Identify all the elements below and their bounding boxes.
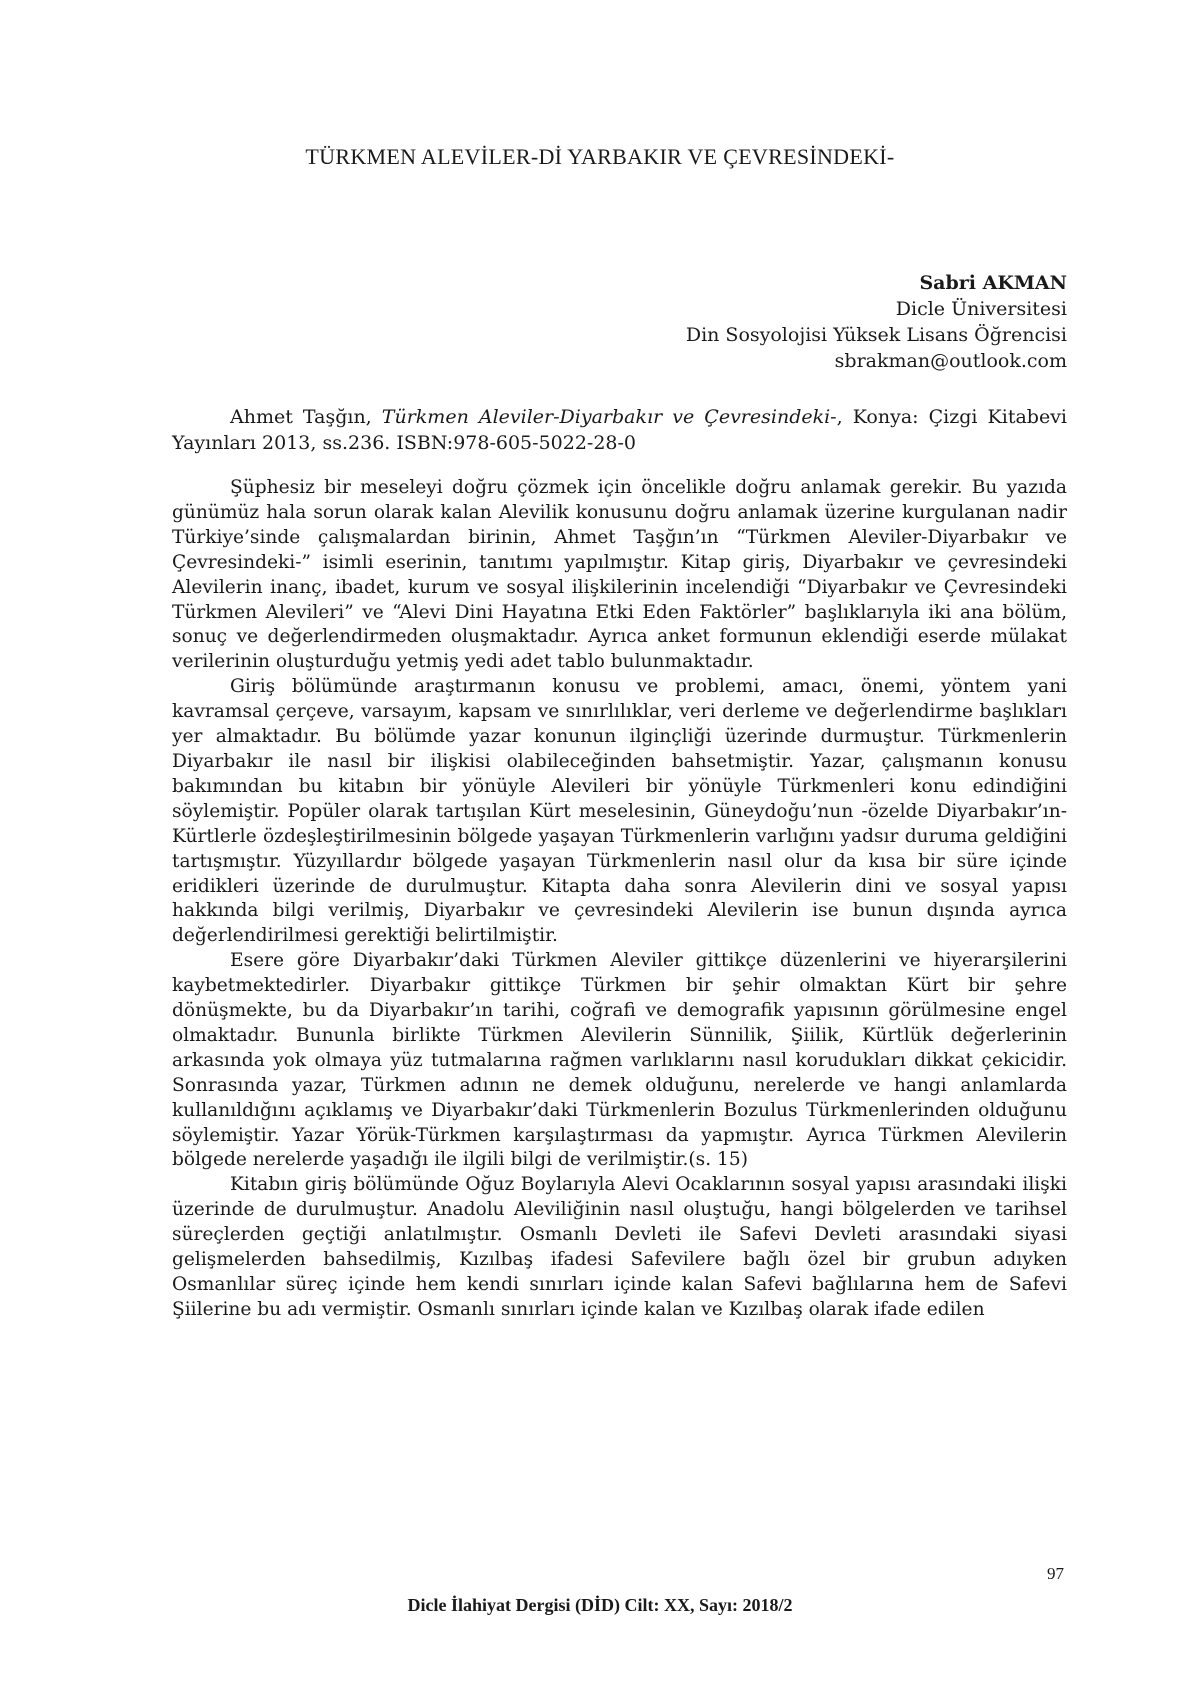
book-details: , Konya: Çizgi Kitabevi Yayınları 2013, ss.236. ISBN:978-605-5022-28-0 (172, 406, 1067, 454)
author-name: Sabri AKMAN (919, 272, 1067, 294)
author-position: Din Sosyolojisi Yüksek Lisans Öğrencisi (685, 324, 1067, 346)
author-block (686, 270, 1067, 374)
journal-footer: Dicle İlahiyat Dergisi (DİD) Cilt: XX, Sayı: 2018/2 (407, 1595, 793, 1615)
body-paragraph: Şüphesiz bir meseleyi doğru çözmek için öncelikle doğru anlamak gerekir. Bu yazıda günümüz hala sorun olarak kalan Alevilik konusunu doğru anlamak üzerine kurgulanan nadir Türkiye’sinde çalışmalardan birinin, Ahmet Taşğın’ın “Türkmen Aleviler-Diyarbakır ve Çevresindeki-” isimli eserinin, tanıtımı yapılmıştır. Kitap giriş, Diyarbakır ve çevresindeki Alevilerin inanç, ibadet, kurum ve sosyal ilişkilerinin incelendiği “Diyarbakır ve Çevresindeki Türkmen Alevileri” ve “Alevi Dini Hayatına Etki Eden Faktörler” başlıklarıyla iki ana bölüm, sonuç ve değerlendirmeden oluşmaktadır. Ayrıca anket formunun eklendiği eserde mülakat verilerinin oluşturduğu yetmiş yedi adet tablo bulunmaktadır. (172, 477, 1067, 673)
body-paragraph: Kitabın giriş bölümünde Oğuz Boylarıyla Alevi Ocaklarının sosyal yapısı arasındaki ilişki üzerinde de durulmuştur. Anadolu Aleviliğinin nasıl oluştuğu, hangi bölgelerden ve tarihsel süreçlerden geçtiği anlatılmıştır. Osmanlı Devleti ile Safevi Devleti arasındaki siyasi gelişmelerden bahsedilmiş, Kızılbaş ifadesi Safevilere bağlı özel bir grubun adıyken Osmanlılar süreç içinde hem kendi sınırları içinde kalan Safevi bağlılarına hem de Safevi Şiilerine bu adı vermiştir. Osmanlı sınırları içinde kalan ve Kızılbaş olarak ifade edilen (172, 1174, 1067, 1320)
book-title: Türkmen Aleviler-Diyarbakır ve Çevresindeki- (381, 406, 837, 428)
book-author: Ahmet Taşğın, (230, 406, 382, 428)
body-paragraph: Giriş bölümünde araştırmanın konusu ve problemi, amacı, önemi, yöntem yani kavramsal çerçeve, varsayım, kapsam ve sınırlılıklar, veri derleme ve değerlendirme başlıkları yer almaktadır. Bu bölümde yazar konunun ilginçliği üzerinde durmuştur. Türkmenlerin Diyarbakır ile nasıl bir ilişkisi olabileceğinden bahsetmiştir. Yazar, çalışmanın konusu bakımından bu kitabın bir yönüyle Alevileri bir yönüyle Türkmenleri konu edindiğini söylemiştir. Popüler olarak tartışılan Kürt meselesinin, Güneydoğu’nun -özelde Diyarbakır’ın- Kürtlerle özdeşleştirilmesinin bölgede yaşayan Türkmenlerin varlığını yadsır duruma geldiğini tartışmıştır. Yüzyıllardır bölgede yaşayan Türkmenlerin nasıl olur da kısa bir süre içinde eridikleri üzerinde de durulmuştur. Kitapta daha sonra Alevilerin dini ve sosyal yapısı hakkında bilgi verilmiş, Diyarbakır ve çevresindeki Alevilerin ise bunun dışında ayrıca değerlendirilmesi gerektiği belirtilmiştir. (172, 676, 1067, 947)
article-body (172, 476, 1067, 1323)
book-reference (172, 404, 1067, 456)
article-title: TÜRKMEN ALEVİLER-Dİ YARBAKIR VE ÇEVRESİNDEKİ- (305, 144, 895, 169)
author-institution: Dicle Üniversitesi (895, 298, 1067, 320)
page-number: 97 (1047, 1564, 1064, 1583)
body-paragraph: Esere göre Diyarbakır’daki Türkmen Aleviler gittikçe düzenlerini ve hiyerarşilerini kaybetmektedirler. Diyarbakır gittikçe Türkmen bir şehir olmaktan Kürt bir şehre dönüşmekte, bu da Diyarbakır’ın tarihi, coğrafi ve demografik yapısının görülmesine engel olmaktadır. Bununla birlikte Türkmen Alevilerin Sünnilik, Şiilik, Kürtlük değerlerinin arkasında yok olmaya yüz tutmalarına rağmen varlıklarını nasıl korudukları dikkat çekicidir. Sonrasında yazar, Türkmen adının ne demek olduğunu, nerelerde ve hangi anlamlarda kullanıldığını açıklamış ve Diyarbakır’daki Türkmenlerin Bozulus Türkmenlerinden olduğunu söylemiştir. Yazar Yörük-Türkmen karşılaştırması da yapmıştır. Ayrıca Türkmen Alevilerin bölgede nerelerde yaşadığı ile ilgili bilgi de verilmiştir.(s. 15) (172, 950, 1067, 1171)
author-email: sbrakman@outlook.com (834, 350, 1067, 372)
